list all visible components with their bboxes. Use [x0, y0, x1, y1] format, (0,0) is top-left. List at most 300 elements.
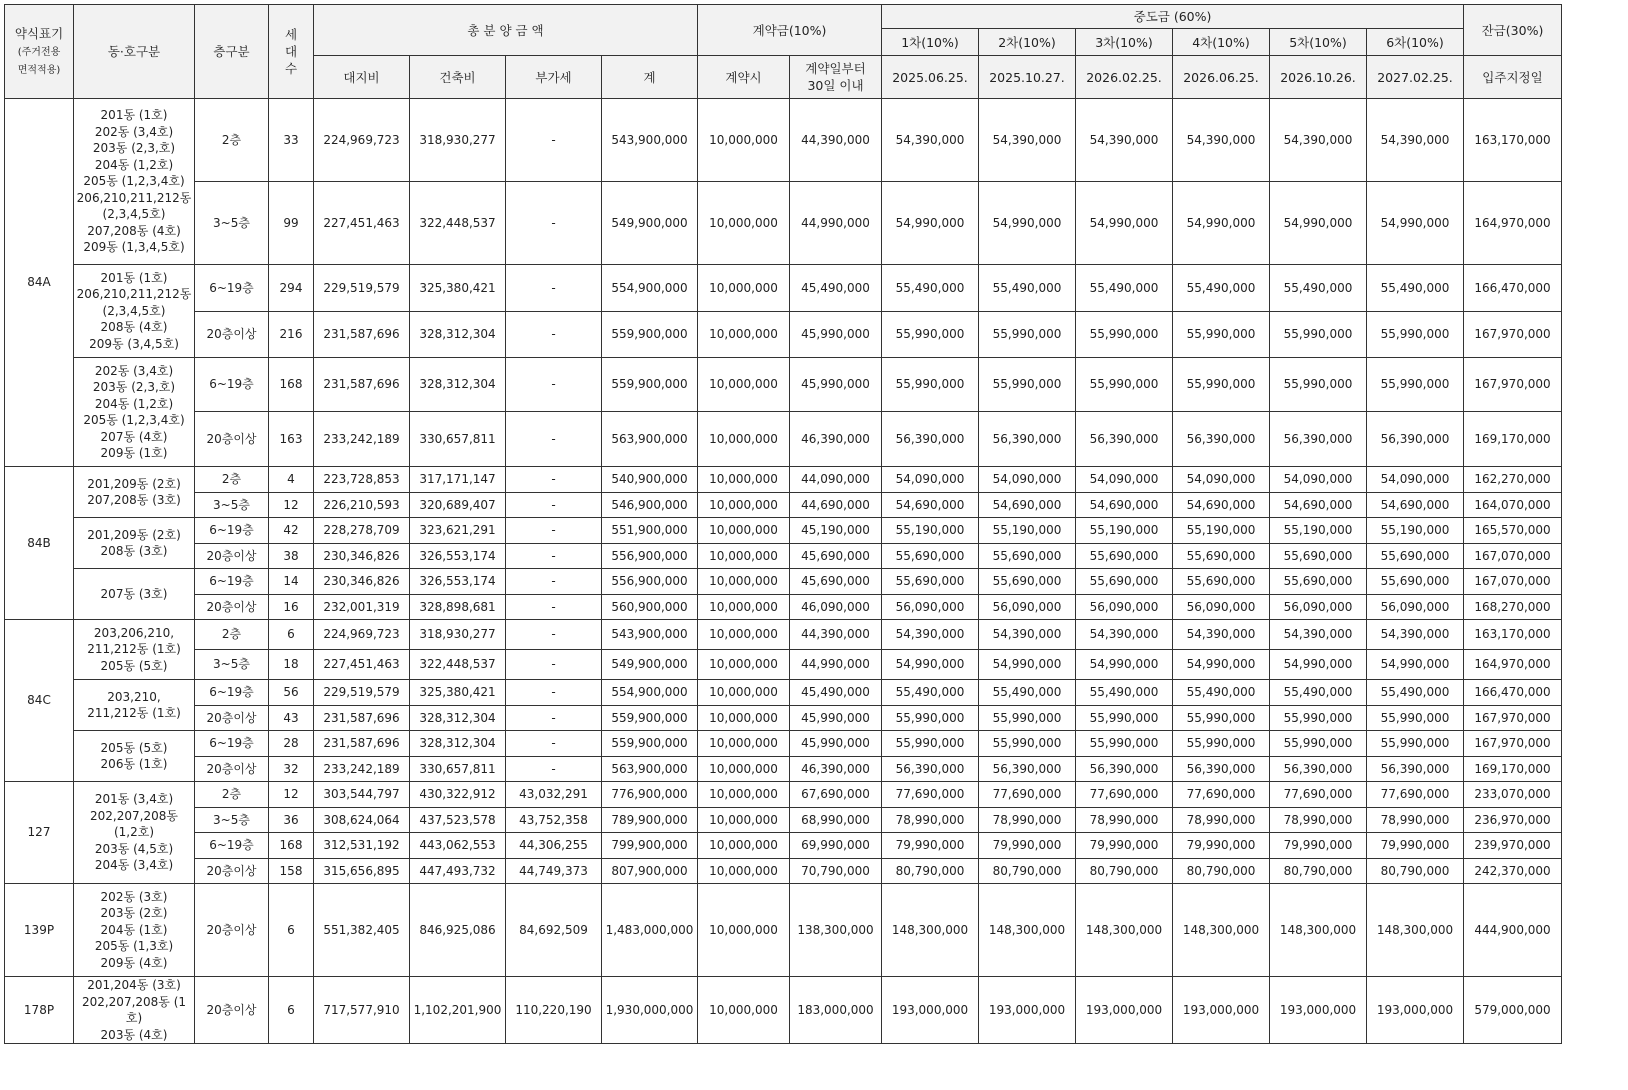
- middle-payment-6-cell: 78,990,000: [1367, 808, 1464, 833]
- deposit-30days-cell: 45,190,000: [790, 518, 882, 544]
- middle-payment-2-cell: 54,390,000: [979, 99, 1076, 182]
- middle-payment-6-cell: 193,000,000: [1367, 977, 1464, 1044]
- type-cell: 139P: [5, 884, 74, 977]
- total-price-cell: 551,900,000: [602, 518, 698, 544]
- vat-cell: -: [506, 99, 602, 182]
- vat-cell: -: [506, 706, 602, 731]
- deposit-cell: 10,000,000: [698, 182, 790, 265]
- middle-payment-4-cell: 54,990,000: [1173, 650, 1270, 680]
- middle-payment-6-cell: 56,390,000: [1367, 412, 1464, 467]
- deposit-cell: 10,000,000: [698, 782, 790, 808]
- middle-payment-3-cell: 79,990,000: [1076, 833, 1173, 859]
- total-price-cell: 807,900,000: [602, 859, 698, 884]
- middle-payment-3-cell: 148,300,000: [1076, 884, 1173, 977]
- middle-payment-5-cell: 56,390,000: [1270, 757, 1367, 782]
- middle-payment-6-cell: 54,390,000: [1367, 620, 1464, 650]
- land-price-cell: 231,587,696: [314, 731, 410, 757]
- middle-payment-5-cell: 78,990,000: [1270, 808, 1367, 833]
- middle-payment-1-cell: 54,990,000: [882, 650, 979, 680]
- type-cell: 178P: [5, 977, 74, 1044]
- middle-payment-4-cell: 55,990,000: [1173, 706, 1270, 731]
- building-price-cell: 328,312,304: [410, 358, 506, 412]
- header-type-sub: (주거전용 면적적용): [17, 47, 61, 76]
- deposit-30days-cell: 138,300,000: [790, 884, 882, 977]
- middle-payment-6-cell: 77,690,000: [1367, 782, 1464, 808]
- middle-payment-2-cell: 55,990,000: [979, 358, 1076, 412]
- vat-cell: -: [506, 595, 602, 620]
- header-round-date-1: 2025.06.25.: [882, 56, 979, 99]
- balance-cell: 169,170,000: [1464, 757, 1562, 782]
- floor-cell: 3~5층: [195, 182, 269, 265]
- deposit-cell: 10,000,000: [698, 467, 790, 493]
- middle-payment-3-cell: 80,790,000: [1076, 859, 1173, 884]
- middle-payment-4-cell: 56,090,000: [1173, 595, 1270, 620]
- households-cell: 163: [269, 412, 314, 467]
- middle-payment-6-cell: 56,090,000: [1367, 595, 1464, 620]
- total-price-cell: 549,900,000: [602, 182, 698, 265]
- floor-cell: 2층: [195, 467, 269, 493]
- vat-cell: -: [506, 265, 602, 312]
- households-cell: 168: [269, 833, 314, 859]
- table-row: [5, 467, 1562, 493]
- middle-payment-6-cell: 55,990,000: [1367, 706, 1464, 731]
- balance-cell: 167,070,000: [1464, 544, 1562, 569]
- balance-cell: 164,070,000: [1464, 493, 1562, 518]
- households-cell: 6: [269, 977, 314, 1044]
- middle-payment-6-cell: 80,790,000: [1367, 859, 1464, 884]
- middle-payment-2-cell: 55,490,000: [979, 265, 1076, 312]
- deposit-cell: 10,000,000: [698, 412, 790, 467]
- middle-payment-4-cell: 79,990,000: [1173, 833, 1270, 859]
- deposit-30days-cell: 46,390,000: [790, 412, 882, 467]
- header-households: 세 대 수: [269, 5, 314, 99]
- header-round-date-5: 2026.10.26.: [1270, 56, 1367, 99]
- dong-ho-cell: 201,209동 (2호) 207,208동 (3호): [74, 467, 195, 518]
- households-cell: 216: [269, 312, 314, 358]
- households-cell: 56: [269, 680, 314, 706]
- balance-cell: 579,000,000: [1464, 977, 1562, 1044]
- households-cell: 42: [269, 518, 314, 544]
- header-round-4: 4차(10%): [1173, 29, 1270, 56]
- middle-payment-4-cell: 55,690,000: [1173, 569, 1270, 595]
- middle-payment-6-cell: 55,190,000: [1367, 518, 1464, 544]
- middle-payment-4-cell: 55,990,000: [1173, 312, 1270, 358]
- middle-payment-4-cell: 55,190,000: [1173, 518, 1270, 544]
- building-price-cell: 318,930,277: [410, 99, 506, 182]
- table-row: [5, 833, 1562, 859]
- middle-payment-2-cell: 54,090,000: [979, 467, 1076, 493]
- land-price-cell: 229,519,579: [314, 265, 410, 312]
- header-deposit-30: 계약일부터 30일 이내: [790, 56, 882, 99]
- middle-payment-2-cell: 54,990,000: [979, 182, 1076, 265]
- middle-payment-4-cell: 55,490,000: [1173, 680, 1270, 706]
- land-price-cell: 224,969,723: [314, 99, 410, 182]
- vat-cell: 44,749,373: [506, 859, 602, 884]
- floor-cell: 6~19층: [195, 358, 269, 412]
- dong-ho-cell: 201,204동 (3호) 202,207,208동 (1호) 203동 (4호): [74, 977, 195, 1044]
- middle-payment-2-cell: 54,990,000: [979, 650, 1076, 680]
- dong-ho-cell: 201동 (1호) 202동 (3,4호) 203동 (2,3,호) 204동 (1,2호) 205동 (1,2,3,4호) 206,210,211,212동 (2,3,4,5호) 207,208동 (4호) 209동 (1,3,4,5호): [74, 99, 195, 265]
- vat-cell: -: [506, 620, 602, 650]
- deposit-30days-cell: 44,390,000: [790, 99, 882, 182]
- middle-payment-3-cell: 193,000,000: [1076, 977, 1173, 1044]
- deposit-30days-cell: 44,990,000: [790, 650, 882, 680]
- dong-ho-cell: 207동 (3호): [74, 569, 195, 620]
- middle-payment-1-cell: 55,490,000: [882, 680, 979, 706]
- deposit-30days-cell: 69,990,000: [790, 833, 882, 859]
- vat-cell: -: [506, 518, 602, 544]
- land-price-cell: 717,577,910: [314, 977, 410, 1044]
- total-price-cell: 549,900,000: [602, 650, 698, 680]
- floor-cell: 20층이상: [195, 757, 269, 782]
- middle-payment-5-cell: 56,390,000: [1270, 412, 1367, 467]
- vat-cell: -: [506, 312, 602, 358]
- dong-ho-cell: 201동 (1호) 206,210,211,212동 (2,3,4,5호) 208동 (4호) 209동 (3,4,5호): [74, 265, 195, 358]
- balance-cell: 166,470,000: [1464, 680, 1562, 706]
- middle-payment-2-cell: 55,690,000: [979, 544, 1076, 569]
- households-cell: 33: [269, 99, 314, 182]
- balance-cell: 167,970,000: [1464, 731, 1562, 757]
- middle-payment-2-cell: 55,990,000: [979, 731, 1076, 757]
- deposit-30days-cell: 45,990,000: [790, 731, 882, 757]
- households-cell: 158: [269, 859, 314, 884]
- deposit-30days-cell: 45,990,000: [790, 312, 882, 358]
- header-round-3: 3차(10%): [1076, 29, 1173, 56]
- middle-payment-2-cell: 55,190,000: [979, 518, 1076, 544]
- floor-cell: 20층이상: [195, 706, 269, 731]
- table-row: [5, 650, 1562, 680]
- households-cell: 12: [269, 493, 314, 518]
- total-price-cell: 556,900,000: [602, 544, 698, 569]
- dong-ho-cell: 203,210, 211,212동 (1호): [74, 680, 195, 731]
- households-cell: 38: [269, 544, 314, 569]
- building-price-cell: 430,322,912: [410, 782, 506, 808]
- middle-payment-5-cell: 55,690,000: [1270, 569, 1367, 595]
- header-round-date-3: 2026.02.25.: [1076, 56, 1173, 99]
- floor-cell: 20층이상: [195, 595, 269, 620]
- land-price-cell: 229,519,579: [314, 680, 410, 706]
- table-row: [5, 731, 1562, 757]
- households-cell: 28: [269, 731, 314, 757]
- middle-payment-5-cell: 55,490,000: [1270, 265, 1367, 312]
- middle-payment-6-cell: 55,690,000: [1367, 544, 1464, 569]
- vat-cell: -: [506, 412, 602, 467]
- header-building: 건축비: [410, 56, 506, 99]
- floor-cell: 20층이상: [195, 977, 269, 1044]
- deposit-cell: 10,000,000: [698, 358, 790, 412]
- middle-payment-5-cell: 55,690,000: [1270, 544, 1367, 569]
- middle-payment-3-cell: 55,190,000: [1076, 518, 1173, 544]
- land-price-cell: 315,656,895: [314, 859, 410, 884]
- middle-payment-5-cell: 148,300,000: [1270, 884, 1367, 977]
- vat-cell: -: [506, 493, 602, 518]
- table-row: [5, 265, 1562, 312]
- floor-cell: 6~19층: [195, 833, 269, 859]
- total-price-cell: 559,900,000: [602, 358, 698, 412]
- floor-cell: 6~19층: [195, 569, 269, 595]
- deposit-30days-cell: 44,990,000: [790, 182, 882, 265]
- middle-payment-4-cell: 54,390,000: [1173, 99, 1270, 182]
- middle-payment-3-cell: 55,990,000: [1076, 706, 1173, 731]
- households-cell: 99: [269, 182, 314, 265]
- land-price-cell: 231,587,696: [314, 706, 410, 731]
- deposit-cell: 10,000,000: [698, 518, 790, 544]
- balance-cell: 162,270,000: [1464, 467, 1562, 493]
- middle-payment-6-cell: 54,990,000: [1367, 182, 1464, 265]
- middle-payment-2-cell: 78,990,000: [979, 808, 1076, 833]
- land-price-cell: 226,210,593: [314, 493, 410, 518]
- land-price-cell: 227,451,463: [314, 650, 410, 680]
- header-round-date-4: 2026.06.25.: [1173, 56, 1270, 99]
- middle-payment-4-cell: 56,390,000: [1173, 412, 1270, 467]
- middle-payment-4-cell: 54,390,000: [1173, 620, 1270, 650]
- type-cell: 84C: [5, 620, 74, 782]
- table-row: [5, 544, 1562, 569]
- deposit-cell: 10,000,000: [698, 620, 790, 650]
- middle-payment-1-cell: 54,390,000: [882, 99, 979, 182]
- dong-ho-cell: 201동 (3,4호) 202,207,208동 (1,2호) 203동 (4,5호) 204동 (3,4호): [74, 782, 195, 884]
- building-price-cell: 328,312,304: [410, 706, 506, 731]
- table-row: [5, 859, 1562, 884]
- floor-cell: 2층: [195, 782, 269, 808]
- header-land: 대지비: [314, 56, 410, 99]
- floor-cell: 20층이상: [195, 884, 269, 977]
- dong-ho-cell: 201,209동 (2호) 208동 (3호): [74, 518, 195, 569]
- balance-cell: 169,170,000: [1464, 412, 1562, 467]
- table-row: [5, 595, 1562, 620]
- total-price-cell: 540,900,000: [602, 467, 698, 493]
- total-price-cell: 546,900,000: [602, 493, 698, 518]
- middle-payment-3-cell: 78,990,000: [1076, 808, 1173, 833]
- middle-payment-3-cell: 54,690,000: [1076, 493, 1173, 518]
- middle-payment-2-cell: 193,000,000: [979, 977, 1076, 1044]
- total-price-cell: 543,900,000: [602, 620, 698, 650]
- vat-cell: 43,752,358: [506, 808, 602, 833]
- floor-cell: 3~5층: [195, 808, 269, 833]
- middle-payment-6-cell: 54,390,000: [1367, 99, 1464, 182]
- middle-payment-4-cell: 78,990,000: [1173, 808, 1270, 833]
- land-price-cell: 230,346,826: [314, 544, 410, 569]
- deposit-cell: 10,000,000: [698, 265, 790, 312]
- households-cell: 294: [269, 265, 314, 312]
- middle-payment-6-cell: 148,300,000: [1367, 884, 1464, 977]
- building-price-cell: 318,930,277: [410, 620, 506, 650]
- households-cell: 6: [269, 620, 314, 650]
- households-cell: 6: [269, 884, 314, 977]
- header-round-5: 5차(10%): [1270, 29, 1367, 56]
- middle-payment-1-cell: 55,690,000: [882, 544, 979, 569]
- middle-payment-2-cell: 79,990,000: [979, 833, 1076, 859]
- middle-payment-1-cell: 55,190,000: [882, 518, 979, 544]
- total-price-cell: 556,900,000: [602, 569, 698, 595]
- middle-payment-5-cell: 55,990,000: [1270, 706, 1367, 731]
- vat-cell: -: [506, 182, 602, 265]
- table-row: [5, 706, 1562, 731]
- land-price-cell: 303,544,797: [314, 782, 410, 808]
- land-price-cell: 231,587,696: [314, 358, 410, 412]
- total-price-cell: 1,483,000,000: [602, 884, 698, 977]
- households-cell: 12: [269, 782, 314, 808]
- middle-payment-5-cell: 55,990,000: [1270, 358, 1367, 412]
- middle-payment-3-cell: 55,690,000: [1076, 569, 1173, 595]
- header-deposit: 계약금(10%): [698, 5, 882, 56]
- middle-payment-1-cell: 148,300,000: [882, 884, 979, 977]
- table-row: [5, 569, 1562, 595]
- balance-cell: 167,970,000: [1464, 706, 1562, 731]
- building-price-cell: 330,657,811: [410, 412, 506, 467]
- middle-payment-5-cell: 55,190,000: [1270, 518, 1367, 544]
- deposit-cell: 10,000,000: [698, 808, 790, 833]
- balance-cell: 233,070,000: [1464, 782, 1562, 808]
- building-price-cell: 322,448,537: [410, 182, 506, 265]
- vat-cell: 44,306,255: [506, 833, 602, 859]
- building-price-cell: 320,689,407: [410, 493, 506, 518]
- middle-payment-5-cell: 55,990,000: [1270, 731, 1367, 757]
- land-price-cell: 233,242,189: [314, 757, 410, 782]
- middle-payment-2-cell: 148,300,000: [979, 884, 1076, 977]
- deposit-30days-cell: 44,390,000: [790, 620, 882, 650]
- type-cell: 84A: [5, 99, 74, 467]
- middle-payment-4-cell: 55,690,000: [1173, 544, 1270, 569]
- middle-payment-2-cell: 55,990,000: [979, 312, 1076, 358]
- vat-cell: 84,692,509: [506, 884, 602, 977]
- balance-cell: 166,470,000: [1464, 265, 1562, 312]
- land-price-cell: 551,382,405: [314, 884, 410, 977]
- building-price-cell: 326,553,174: [410, 544, 506, 569]
- middle-payment-5-cell: 54,690,000: [1270, 493, 1367, 518]
- middle-payment-3-cell: 55,690,000: [1076, 544, 1173, 569]
- middle-payment-1-cell: 55,490,000: [882, 265, 979, 312]
- deposit-cell: 10,000,000: [698, 977, 790, 1044]
- header-round-6: 6차(10%): [1367, 29, 1464, 56]
- deposit-30days-cell: 45,690,000: [790, 544, 882, 569]
- middle-payment-5-cell: 54,390,000: [1270, 620, 1367, 650]
- middle-payment-6-cell: 56,390,000: [1367, 757, 1464, 782]
- land-price-cell: 224,969,723: [314, 620, 410, 650]
- middle-payment-5-cell: 54,090,000: [1270, 467, 1367, 493]
- middle-payment-4-cell: 54,090,000: [1173, 467, 1270, 493]
- middle-payment-2-cell: 77,690,000: [979, 782, 1076, 808]
- total-price-cell: 563,900,000: [602, 757, 698, 782]
- total-price-cell: 543,900,000: [602, 99, 698, 182]
- middle-payment-2-cell: 55,990,000: [979, 706, 1076, 731]
- middle-payment-2-cell: 56,090,000: [979, 595, 1076, 620]
- middle-payment-3-cell: 56,390,000: [1076, 412, 1173, 467]
- middle-payment-3-cell: 54,990,000: [1076, 650, 1173, 680]
- middle-payment-3-cell: 77,690,000: [1076, 782, 1173, 808]
- middle-payment-1-cell: 77,690,000: [882, 782, 979, 808]
- deposit-cell: 10,000,000: [698, 493, 790, 518]
- households-cell: 14: [269, 569, 314, 595]
- building-price-cell: 1,102,201,900: [410, 977, 506, 1044]
- vat-cell: -: [506, 757, 602, 782]
- deposit-30days-cell: 183,000,000: [790, 977, 882, 1044]
- balance-cell: 163,170,000: [1464, 99, 1562, 182]
- type-cell: 84B: [5, 467, 74, 620]
- total-price-cell: 799,900,000: [602, 833, 698, 859]
- header-balance: 잔금(30%): [1464, 5, 1562, 56]
- land-price-cell: 232,001,319: [314, 595, 410, 620]
- middle-payment-5-cell: 54,990,000: [1270, 650, 1367, 680]
- middle-payment-2-cell: 80,790,000: [979, 859, 1076, 884]
- sale-price-table: [4, 4, 1562, 1044]
- middle-payment-5-cell: 54,990,000: [1270, 182, 1367, 265]
- deposit-30days-cell: 46,390,000: [790, 757, 882, 782]
- floor-cell: 20층이상: [195, 544, 269, 569]
- price-table-wrapper: [4, 4, 1562, 1044]
- building-price-cell: 323,621,291: [410, 518, 506, 544]
- total-price-cell: 1,930,000,000: [602, 977, 698, 1044]
- middle-payment-5-cell: 55,990,000: [1270, 312, 1367, 358]
- middle-payment-4-cell: 54,990,000: [1173, 182, 1270, 265]
- deposit-cell: 10,000,000: [698, 706, 790, 731]
- vat-cell: 110,220,190: [506, 977, 602, 1044]
- balance-cell: 236,970,000: [1464, 808, 1562, 833]
- floor-cell: 6~19층: [195, 518, 269, 544]
- balance-cell: 164,970,000: [1464, 650, 1562, 680]
- building-price-cell: 317,171,147: [410, 467, 506, 493]
- deposit-cell: 10,000,000: [698, 312, 790, 358]
- middle-payment-6-cell: 55,690,000: [1367, 569, 1464, 595]
- middle-payment-6-cell: 55,490,000: [1367, 265, 1464, 312]
- balance-cell: 167,970,000: [1464, 358, 1562, 412]
- table-row: [5, 884, 1562, 977]
- balance-cell: 167,070,000: [1464, 569, 1562, 595]
- middle-payment-4-cell: 56,390,000: [1173, 757, 1270, 782]
- middle-payment-1-cell: 56,390,000: [882, 757, 979, 782]
- table-row: [5, 680, 1562, 706]
- middle-payment-3-cell: 54,390,000: [1076, 620, 1173, 650]
- middle-payment-4-cell: 77,690,000: [1173, 782, 1270, 808]
- floor-cell: 20층이상: [195, 859, 269, 884]
- deposit-30days-cell: 45,690,000: [790, 569, 882, 595]
- vat-cell: -: [506, 731, 602, 757]
- middle-payment-1-cell: 55,990,000: [882, 706, 979, 731]
- floor-cell: 3~5층: [195, 650, 269, 680]
- header-round-date-6: 2027.02.25.: [1367, 56, 1464, 99]
- middle-payment-6-cell: 54,690,000: [1367, 493, 1464, 518]
- middle-payment-4-cell: 193,000,000: [1173, 977, 1270, 1044]
- middle-payment-5-cell: 193,000,000: [1270, 977, 1367, 1044]
- table-row: [5, 358, 1562, 412]
- middle-payment-3-cell: 56,090,000: [1076, 595, 1173, 620]
- dong-ho-cell: 203,206,210, 211,212동 (1호) 205동 (5호): [74, 620, 195, 680]
- floor-cell: 20층이상: [195, 412, 269, 467]
- middle-payment-1-cell: 54,090,000: [882, 467, 979, 493]
- table-row: [5, 782, 1562, 808]
- middle-payment-2-cell: 54,390,000: [979, 620, 1076, 650]
- middle-payment-4-cell: 55,990,000: [1173, 731, 1270, 757]
- middle-payment-4-cell: 80,790,000: [1173, 859, 1270, 884]
- floor-cell: 20층이상: [195, 312, 269, 358]
- balance-cell: 168,270,000: [1464, 595, 1562, 620]
- deposit-30days-cell: 45,490,000: [790, 680, 882, 706]
- middle-payment-1-cell: 55,990,000: [882, 358, 979, 412]
- header-deposit-at: 계약시: [698, 56, 790, 99]
- middle-payment-1-cell: 54,390,000: [882, 620, 979, 650]
- building-price-cell: 325,380,421: [410, 265, 506, 312]
- header-middle: 중도금 (60%): [882, 5, 1464, 29]
- middle-payment-4-cell: 54,690,000: [1173, 493, 1270, 518]
- deposit-cell: 10,000,000: [698, 569, 790, 595]
- dong-ho-cell: 202동 (3호) 203동 (2호) 204동 (1호) 205동 (1,3호) 209동 (4호): [74, 884, 195, 977]
- middle-payment-2-cell: 56,390,000: [979, 412, 1076, 467]
- floor-cell: 2층: [195, 99, 269, 182]
- middle-payment-6-cell: 79,990,000: [1367, 833, 1464, 859]
- deposit-30days-cell: 46,090,000: [790, 595, 882, 620]
- building-price-cell: 325,380,421: [410, 680, 506, 706]
- total-price-cell: 560,900,000: [602, 595, 698, 620]
